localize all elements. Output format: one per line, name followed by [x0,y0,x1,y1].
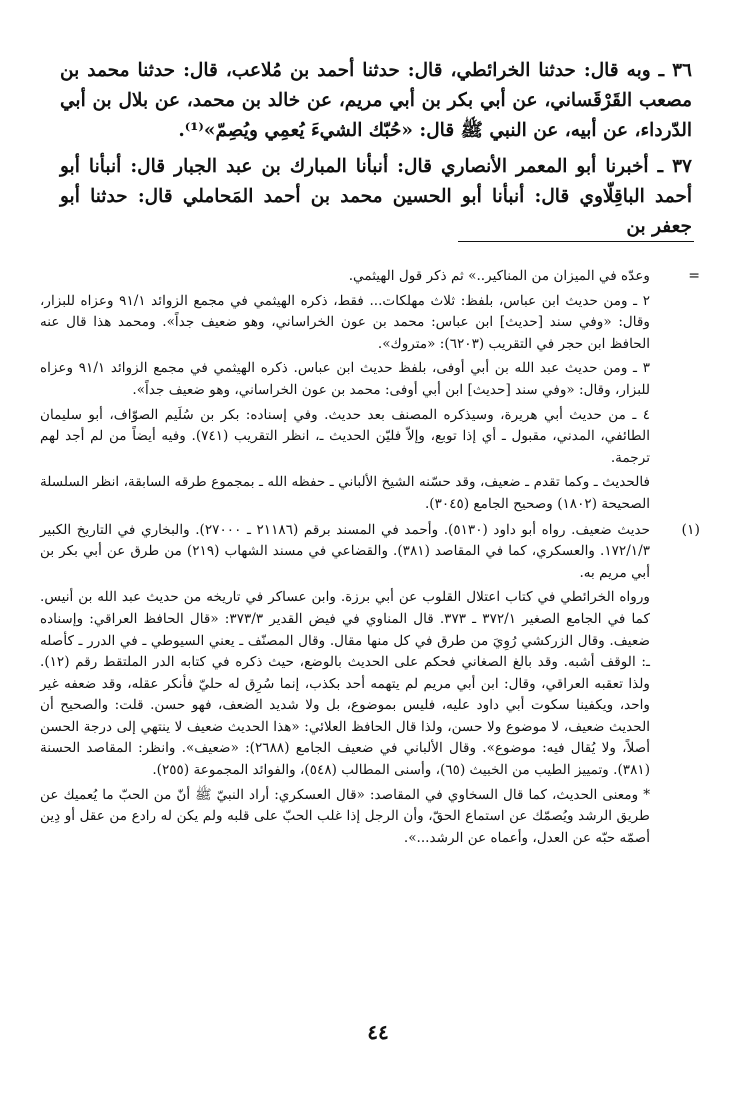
footnote-continued [40,266,700,516]
main-text [60,56,692,248]
footnote-separator [458,241,694,242]
footnote-paragraph: ورواه الخرائطي في كتاب اعتلال القلوب عن أبي برزة. وابن عساكر في تاريخه من حديث عبد الله بن أنيس. كما في الجامع الصغير ٣٧٢/١ ـ ٣٧٣. قال المناوي في فيض القدير ٣٧٣/٣: «قال الحافظ العراقي: وإسناده ضعيف. وقال الزركشي رُوِيَ من طرق في كل منها مقال. وقال المصنّف ـ يعني السيوطي ـ في الدرر ـ كأصله ـ: الوقف أشبه. وقد بالغ الصغاني فحكم على الحديث بالوضع، حيث ذكره في كتابه الدر الملتقط رقم (١٢). ولذا تعقبه العراقي، وقال: ابن أبي مريم لم يتهمه أحد بكذب، إنما سُرِق له حليّ فأنكر عقله، وقد ضعفه غير واحد، ويكفينا سكوت أبي داود عليه، فليس بموضوع، بل ولا شديد الضعف، فهو حسن. قلت: والصحيح أن الحديث ضعيف، لا موضوع ولا حسن، ولذا قال الحافظ العلائي: «هذا الحديث ضعيف لا ينتهي إلى درجة الحسن أصلاً، ولا يُقال فيه: موضوع». وقال الألباني في ضعيف الجامع (٢٦٨٨): «ضعيف». وانظر: المقاصد الحسنة (٣٨١). وتمييز الطيب من الخبيث (٦٥)، وأسنى المطالب (٥٤٨)، والفوائد المجموعة (٢٥٥). [40,589,651,779]
footnotes [40,266,700,853]
continuation-marker: = [688,268,700,284]
footnote-1 [40,520,700,850]
footnote-paragraph: ٤ ـ من حديث أبي هريرة، وسيذكره المصنف بعد حديث. وفي إسناده: بكر بن سُلَيم الصوّاف، أبو سليمان الطائفي، المدني، مقبول ـ أي إذا توبع، وإلاّ فليّن الحديث ـ، انظر التقريب (٧٤١). وفيه أيضاً من لم أجد لهم ترجمة. [40,406,650,466]
footnote-paragraph: حديث ضعيف. رواه أبو داود (٥١٣٠). وأحمد في المسند برقم (٢١١٨٦ ـ ٢٧٠٠٠). والبخاري في التاريخ الكبير ١٧٢/١/٣. والعسكري، كما في المقاصد (٣٨١). والقضاعي في مسند الشهاب (٢١٩) من طرق عن أبي بكر بن أبي مريم به. [40,521,651,581]
footnote-paragraph: * ومعنى الحديث، كما قال السخاوي في المقاصد: «قال العسكري: أراد النبيّ ﷺ أنّ من الحبّ ما يُعميك عن طريق الرشد ويُصمّك عن استماع الحقّ، وأن الرجل إذا غلب الحبّ على قلبه ولم يكن له رادع من عقل أو دِين أصمّه حبّه عن العدل، وأعماه عن الرشد...». [40,786,650,846]
hadith-37: ٣٧ ـ أخبرنا أبو المعمر الأنصاري قال: أنبأنا المبارك بن عبد الجبار قال: أنبأنا أبو أحمد الباقِلّاوي قال: أنبأنا أبو الحسين محمد بن أحمد المَحاملي قال: حدثنا أبو جعفر بن [60,156,692,237]
footnote-paragraph: ٢ ـ ومن حديث ابن عباس، بلفظ: ثلاث مهلكات... فقط، ذكره الهيثمي في مجمع الزوائد ٩١/١ وعزاه للبزار، وقال: «وفي سند [حديث] ابن عباس: محمد بن عون الخراساني، وهو ضعيف جداً». ومحمد هذا قال عنه الحافظ ابن حجر في التقريب (٦٢٠٣): «متروك». [40,292,650,352]
page-number: ٤٤ [367,1020,389,1044]
footnote-number: (١) [681,521,700,538]
hadith-36: ٣٦ ـ وبه قال: حدثنا الخرائطي، قال: حدثنا أحمد بن مُلاعب، قال: حدثنا محمد بن مصعب القَرْقَساني، عن أبي بكر بن أبي مريم، عن خالد بن محمد، عن بلال بن أبي الدّرداء، عن أبيه، عن النبي ﷺ قال: «حُبّك الشيءَ يُعمِي ويُصِمّ»⁽¹⁾. [60,60,692,141]
footnote-paragraph: فالحديث ـ وكما تقدم ـ ضعيف، وقد حسّنه الشيخ الألباني ـ حفظه الله ـ بمجموع طرقه السابقة، انظر السلسلة الصحيحة (١٨٠٢) وصحيح الجامع (٣٠٤٥). [40,474,650,512]
footnote-paragraph: وعدّه في الميزان من المناكير..» ثم ذكر قول الهيثمي. [348,268,650,284]
footnote-paragraph: ٣ ـ ومن حديث عبد الله بن أبي أوفى، بلفظ حديث ابن عباس. ذكره الهيثمي في مجمع الزوائد ٩١/١ وعزاه للبزار، وقال: «وفي سند [حديث] ابن أبي أوفى: محمد بن عون الخراساني، وهو ضعيف جداً». [40,360,650,398]
